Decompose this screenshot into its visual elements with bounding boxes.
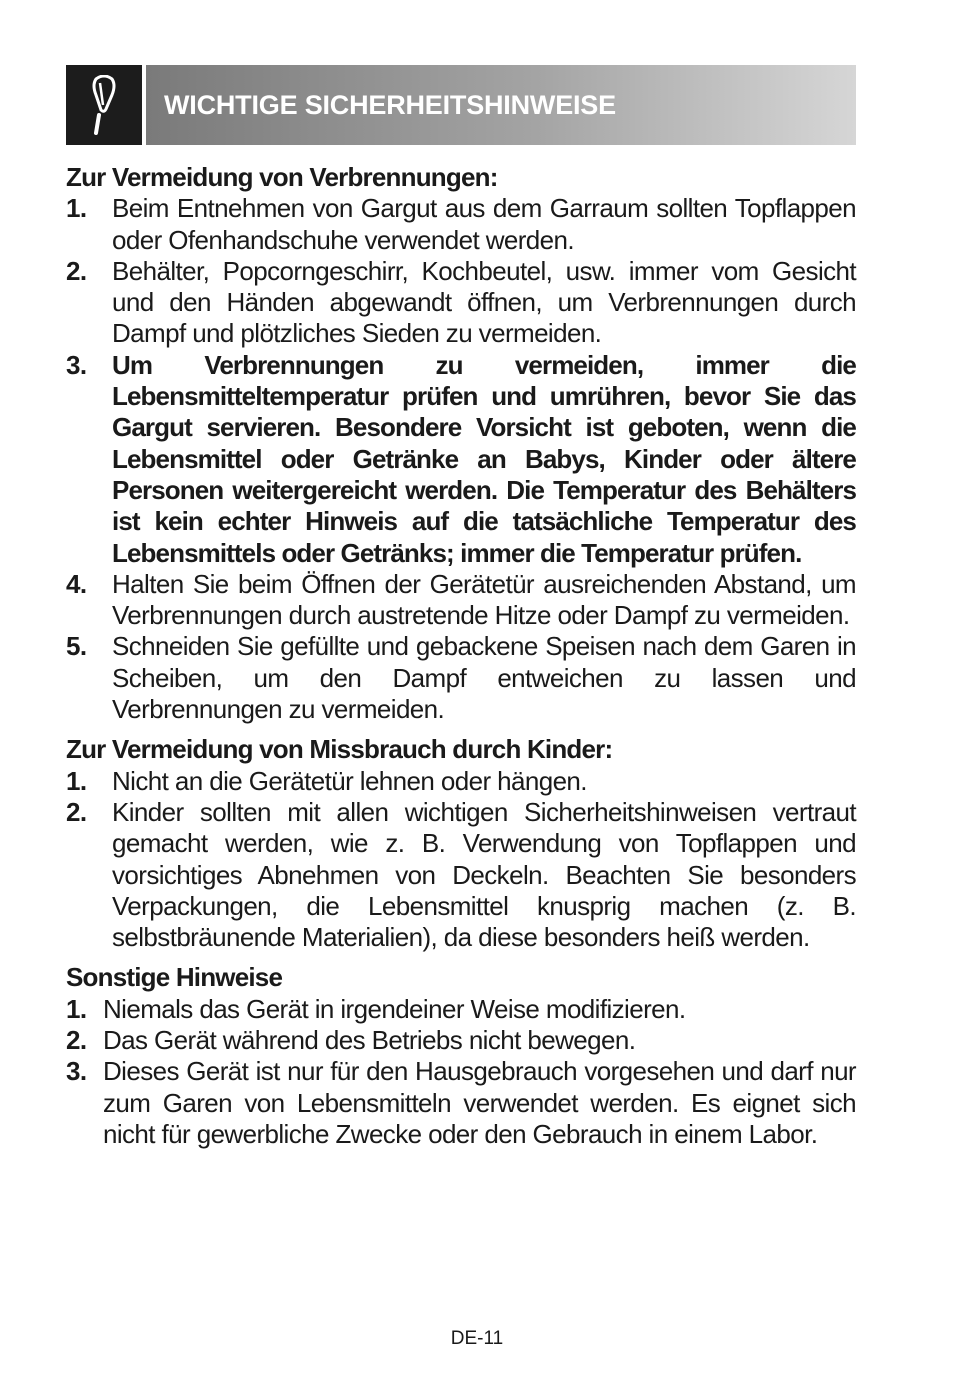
section-burns bbox=[66, 162, 856, 725]
list-item-number: 3. bbox=[66, 1056, 87, 1087]
list-item-text: Nicht an die Gerätetür lehnen oder hängen. bbox=[112, 765, 587, 796]
list-item bbox=[66, 1025, 856, 1056]
list-item bbox=[66, 1056, 856, 1150]
header-icon-box bbox=[66, 65, 142, 145]
list-item-text: Behälter, Popcorngeschirr, Kochbeutel, usw. immer vom Gesicht und den Händen abgewandt öffnen, um Verbrennungen durch Dampf und plötzliches Sieden zu vermeiden. bbox=[112, 255, 856, 349]
section-children bbox=[66, 734, 856, 953]
page-title: WICHTIGE SICHERHEITSHINWEISE bbox=[164, 89, 616, 120]
header-bar bbox=[146, 65, 856, 145]
list-item-number: 1. bbox=[66, 993, 87, 1024]
section-header bbox=[66, 65, 856, 145]
list-item bbox=[66, 193, 856, 256]
section-heading: Sonstige Hinweise bbox=[66, 962, 283, 993]
page-number: DE-11 bbox=[450, 1328, 504, 1349]
list-item bbox=[66, 569, 856, 632]
list-item-text-warning: Um Verbrennungen zu vermeiden, immer die Lebensmitteltemperatur prüfen und umrühren, bevor Sie das Gargut servieren. Besondere Vorsicht ist geboten, wenn die Lebensmittel oder Getränke an Babys, Kinder oder ältere Personen weitergereicht werden. Die Temperatur des Behälters ist kein echter Hinweis auf die tatsächliche Temperatur des Lebensmittels oder Getränks; immer die Temperatur prüfen. bbox=[112, 349, 856, 568]
section-heading: Zur Vermeidung von Verbrennungen: bbox=[66, 162, 498, 192]
list-item-text: Beim Entnehmen von Gargut aus dem Garraum sollten Topflappen oder Ofenhandschuhe verwendet werden. bbox=[112, 193, 856, 255]
section-heading: Zur Vermeidung von Missbrauch durch Kinder: bbox=[66, 734, 613, 765]
list-item-number: 2. bbox=[66, 255, 87, 286]
list-item bbox=[66, 994, 856, 1025]
list-item-number: 4. bbox=[66, 568, 87, 599]
list-item-number: 5. bbox=[66, 631, 87, 662]
list-item-text: Kinder sollten mit allen wichtigen Sicherheitshinweisen vertraut gemacht werden, wie z. B. Verwendung von Topflappen und vorsichtiges Abnehmen von Deckeln. Beachten Sie besonders Verpackungen, die Lebensmittel knusprig machen (z. B. selbstbräunende Materialien), da diese besonders heiß werden. bbox=[112, 796, 856, 953]
section-other bbox=[66, 962, 856, 1150]
list-item-number: 2. bbox=[66, 1025, 87, 1056]
exclamation-icon bbox=[90, 75, 118, 135]
list-item-number: 3. bbox=[66, 349, 87, 380]
list-item bbox=[66, 766, 856, 797]
list-item bbox=[66, 350, 856, 569]
list-item bbox=[66, 256, 856, 350]
list-item bbox=[66, 797, 856, 953]
list-item-text: Das Gerät während des Betriebs nicht bewegen. bbox=[103, 1025, 636, 1056]
list-item-number: 1. bbox=[66, 193, 87, 224]
list-item-number: 2. bbox=[66, 796, 87, 827]
list-item-text: Schneiden Sie gefüllte und gebackene Speisen nach dem Garen in Scheiben, um den Dampf entweichen zu lassen und Verbrennungen zu vermeiden. bbox=[112, 631, 856, 725]
list-item-text: Halten Sie beim Öffnen der Gerätetür ausreichenden Abstand, um Verbrennungen durch austretende Hitze oder Dampf zu vermeiden. bbox=[112, 568, 856, 631]
list-item bbox=[66, 631, 856, 725]
list-item-text: Niemals das Gerät in irgendeiner Weise modifizieren. bbox=[103, 993, 686, 1024]
main-content bbox=[66, 162, 856, 1150]
list-item-text: Dieses Gerät ist nur für den Hausgebrauch vorgesehen und darf nur zum Garen von Lebensmitteln verwendet werden. Es eignet sich nicht für gewerbliche Zwecke oder den Gebrauch in einem Labor. bbox=[103, 1056, 856, 1149]
list-item-number: 1. bbox=[66, 765, 87, 796]
